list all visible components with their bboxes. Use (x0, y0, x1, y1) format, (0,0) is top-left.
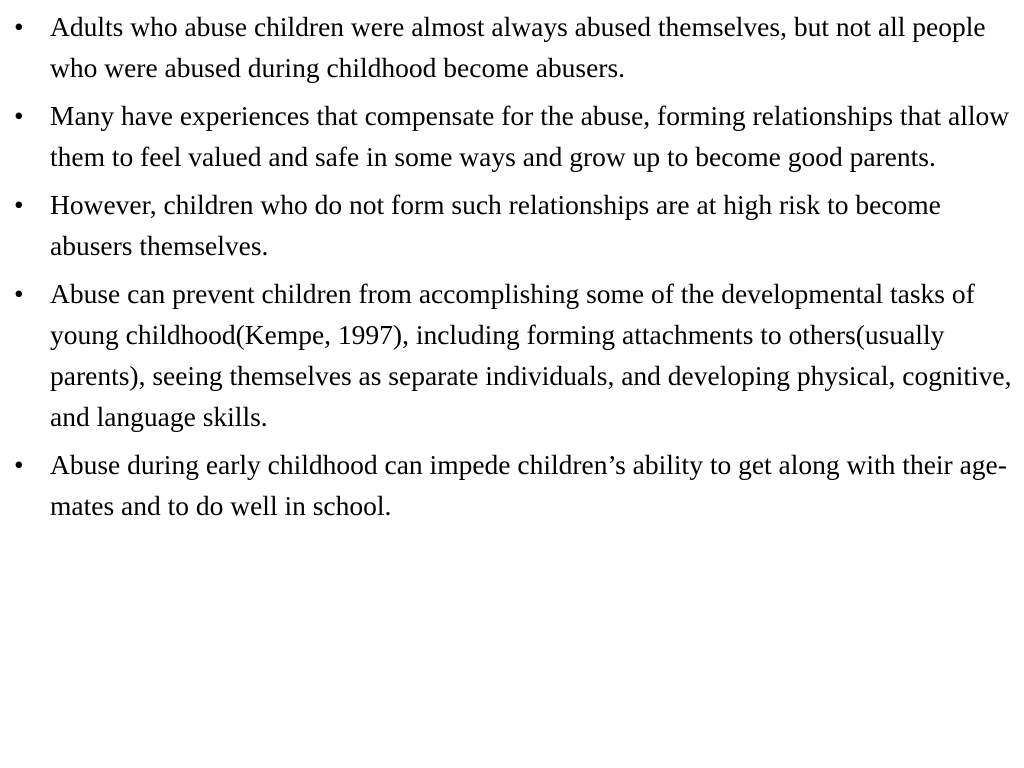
bullet-item (12, 184, 1016, 266)
bullet-item (12, 444, 1016, 526)
bullet-text: Abuse can prevent children from accomplishing some of the developmental tasks of young childhood(Kempe, 1997), including forming attachments to others(usually parents), seeing themselves as separate individuals, and developing physical, cognitive, and language skills. (50, 278, 1012, 432)
bullet-icon: • (14, 449, 24, 480)
bullet-icon: • (14, 100, 24, 131)
bullet-item (12, 95, 1016, 177)
bullet-item (12, 6, 1016, 88)
bullet-text: Abuse during early childhood can impede children’s ability to get along with their age-mates and to do well in school. (50, 449, 1007, 521)
bullet-item (12, 273, 1016, 437)
bullet-icon: • (14, 278, 24, 309)
bullet-text: Many have experiences that compensate for the abuse, forming relationships that allow them to feel valued and safe in some ways and grow up to become good parents. (50, 100, 1010, 172)
bullet-icon: • (14, 11, 24, 42)
bullet-list (12, 6, 1016, 526)
bullet-text: Adults who abuse children were almost always abused themselves, but not all people who were abused during childhood become abusers. (50, 11, 986, 83)
bullet-text: However, children who do not form such relationships are at high risk to become abusers themselves. (50, 189, 941, 261)
bullet-icon: • (14, 189, 24, 220)
